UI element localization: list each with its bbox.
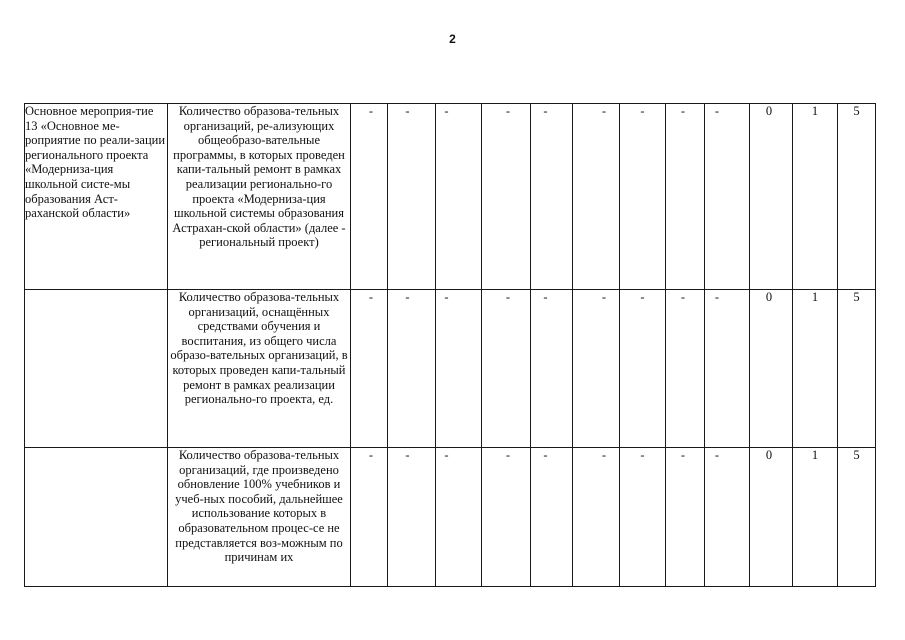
value-text: 1 bbox=[811, 448, 819, 462]
value-cell bbox=[351, 448, 388, 587]
value-cell bbox=[436, 290, 482, 448]
value-text: - bbox=[505, 448, 511, 462]
value-cell bbox=[573, 448, 620, 587]
value-text: - bbox=[444, 290, 449, 304]
value-text: - bbox=[368, 290, 374, 304]
value-cell bbox=[620, 104, 666, 290]
page-number: 2 bbox=[449, 32, 456, 46]
value-text: - bbox=[543, 448, 548, 462]
value-cell bbox=[793, 104, 838, 290]
event-cell bbox=[25, 290, 168, 448]
value-text: - bbox=[505, 290, 511, 304]
value-cell bbox=[620, 448, 666, 587]
value-text: - bbox=[680, 448, 686, 462]
value-text: 1 bbox=[811, 290, 819, 304]
value-text: - bbox=[405, 104, 410, 118]
value-cell bbox=[351, 290, 388, 448]
value-cell bbox=[482, 104, 531, 290]
value-text: - bbox=[714, 290, 720, 304]
value-cell bbox=[750, 104, 793, 290]
value-text: 0 bbox=[765, 290, 773, 304]
value-cell bbox=[705, 290, 750, 448]
value-text: - bbox=[405, 448, 410, 462]
value-cell bbox=[388, 448, 436, 587]
value-text: - bbox=[405, 290, 410, 304]
value-cell bbox=[388, 290, 436, 448]
value-cell bbox=[351, 104, 388, 290]
value-text: 0 bbox=[765, 448, 773, 462]
value-text: 1 bbox=[811, 104, 819, 118]
value-text: - bbox=[444, 448, 449, 462]
value-cell bbox=[573, 290, 620, 448]
value-text: - bbox=[601, 448, 607, 462]
value-cell bbox=[750, 290, 793, 448]
value-text: - bbox=[601, 290, 607, 304]
indicator-cell: Количество образова-тельных организаций, оснащённых средствами обучения и воспитания, из общего числа образо-вательных организаций, в которых проведен капи-тальный ремонт в рамках реализации регионально-го проекта, ед. bbox=[168, 290, 351, 448]
value-cell bbox=[531, 290, 573, 448]
value-cell bbox=[666, 104, 705, 290]
table-row bbox=[25, 448, 876, 587]
value-text: - bbox=[714, 448, 720, 462]
value-text: - bbox=[640, 448, 645, 462]
value-cell bbox=[531, 104, 573, 290]
value-cell bbox=[705, 104, 750, 290]
value-cell bbox=[531, 448, 573, 587]
value-text: - bbox=[368, 104, 374, 118]
value-text: - bbox=[543, 104, 548, 118]
value-cell bbox=[436, 448, 482, 587]
value-cell bbox=[436, 104, 482, 290]
value-cell bbox=[388, 104, 436, 290]
value-cell bbox=[573, 104, 620, 290]
value-cell bbox=[482, 290, 531, 448]
value-cell bbox=[666, 448, 705, 587]
table-row bbox=[25, 104, 876, 290]
value-text: - bbox=[601, 104, 607, 118]
value-text: 5 bbox=[853, 448, 860, 462]
value-text: - bbox=[505, 104, 511, 118]
event-cell bbox=[25, 448, 168, 587]
value-cell bbox=[482, 448, 531, 587]
value-text: 5 bbox=[853, 290, 860, 304]
value-text: - bbox=[680, 290, 686, 304]
value-cell bbox=[705, 448, 750, 587]
value-cell bbox=[838, 290, 876, 448]
value-text: - bbox=[640, 290, 645, 304]
indicator-cell: Количество образова-тельных организаций, ре-ализующих общеобразо-вательные программы, в которых проведен капи-тальный ремонт в рамках реализации регионально-го проекта «Модерниза-ция школьной системы образования Астрахан-ской области» (далее - региональный проект) bbox=[168, 104, 351, 290]
value-text: - bbox=[444, 104, 449, 118]
value-cell bbox=[838, 448, 876, 587]
value-cell bbox=[666, 290, 705, 448]
table-row bbox=[25, 290, 876, 448]
value-text: - bbox=[640, 104, 645, 118]
indicators-table bbox=[24, 103, 876, 587]
value-text: 5 bbox=[853, 104, 860, 118]
value-text: - bbox=[543, 290, 548, 304]
value-cell bbox=[838, 104, 876, 290]
value-text: - bbox=[714, 104, 720, 118]
value-cell bbox=[750, 448, 793, 587]
value-cell bbox=[620, 290, 666, 448]
value-cell bbox=[793, 448, 838, 587]
value-text: 0 bbox=[765, 104, 773, 118]
value-text: - bbox=[680, 104, 686, 118]
indicator-cell: Количество образова-тельных организаций, где произведено обновление 100% учебников и учеб-ных пособий, дальнейшее использование которых в образовательном процес-се не представляется воз-можным по причинам их bbox=[168, 448, 351, 587]
value-cell bbox=[793, 290, 838, 448]
value-text: - bbox=[368, 448, 374, 462]
event-cell: Основное мероприя-тие 13 «Основное ме-роприятие по реали-зации регионального проекта «Модерниза-ция школьной систе-мы образования Аст-раханской области» bbox=[25, 104, 168, 290]
